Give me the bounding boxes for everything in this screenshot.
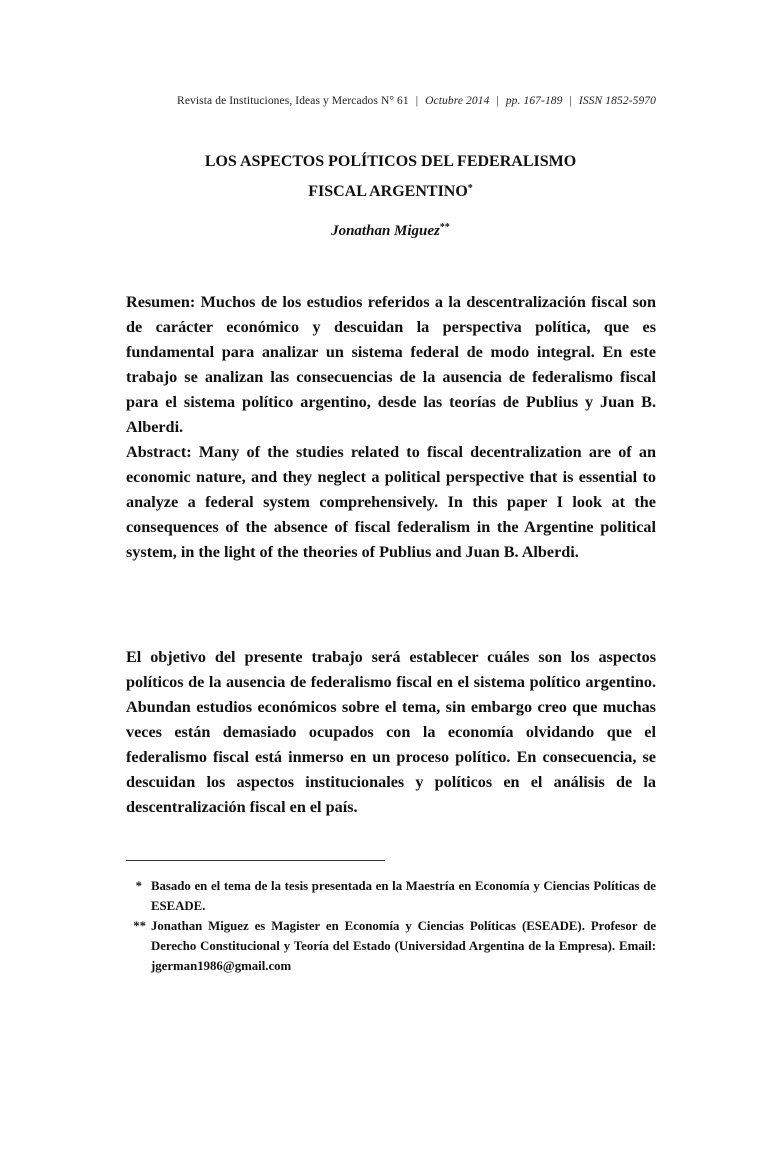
- body-paragraph: El objetivo del presente trabajo será establecer cuáles son los aspectos políticos de la ausencia de federalismo fiscal en el sistema político argentino. Abundan estudios económicos sobre el tema, sin embargo creo que muchas veces están demasiado ocupados con la economía olvidando que el federalismo fiscal está inmerso en un proceso político. En consecuencia, se descuidan los aspectos institucionales y políticos en el análisis de la descentralización fiscal en el país.: [126, 648, 656, 816]
- separator: |: [496, 95, 499, 107]
- page-range: pp. 167-189: [505, 95, 563, 107]
- footnote-mark: **: [133, 919, 146, 933]
- footnote-divider: [126, 860, 385, 861]
- abstract-text: Many of the studies related to fiscal decentralization are of an economic nature, and they neglect a political perspective that is essential to analyze a federal system comprehensively. In this paper I look at the consequences of the absence of fiscal federalism in the Argentine political system, in the light of the theories of Publius and Juan B. Alberdi.: [126, 443, 656, 561]
- footnote-item: [126, 876, 656, 916]
- separator: |: [415, 95, 419, 107]
- separator: |: [569, 95, 572, 107]
- abstract-label: Abstract:: [126, 443, 192, 461]
- resumen-text: Muchos de los estudios referidos a la descentralización fiscal son de carácter económico y descuidan la perspectiva política, que es fundamental para analizar un sistema federal de modo integral. En este trabajo se analizan las consecuencias de la ausencia de federalismo fiscal para el sistema político argentino, desde las teorías de Publius y Juan B. Alberdi.: [126, 293, 656, 436]
- footnote-text: Jonathan Miguez es Magister en Economía y Ciencias Políticas (ESEADE). Profesor de Derecho Constitucional y Teoría del Estado (Universidad Argentina de la Empresa). Email: jgerman1986@gmail.com: [151, 919, 656, 973]
- author-name: Jonathan Miguez: [331, 223, 440, 239]
- title-line-2: [0, 175, 781, 205]
- title-line-1: LOS ASPECTOS POLÍTICOS DEL FEDERALISMO: [204, 153, 577, 170]
- footnote-text: Basado en el tema de la tesis presentada en la Maestría en Economía y Ciencias Políticas de ESEADE.: [151, 879, 656, 913]
- journal-name: Revista de Instituciones, Ideas y Mercados N° 61: [177, 95, 409, 107]
- author-byline: [0, 222, 781, 240]
- article-title: [0, 148, 781, 205]
- abstract-paragraph: [126, 440, 656, 565]
- resumen-paragraph: [126, 290, 656, 440]
- footnote-item: [126, 916, 656, 976]
- running-head: [125, 95, 656, 107]
- title-line-2-text: FISCAL ARGENTINO: [308, 183, 468, 200]
- issue-date: Octubre 2014: [425, 95, 490, 107]
- title-footnote-mark[interactable]: *: [467, 183, 473, 194]
- author-footnote-mark[interactable]: **: [439, 222, 450, 233]
- footnotes: [126, 876, 656, 976]
- footnote-mark: *: [135, 879, 142, 893]
- issn: ISSN 1852-5970: [578, 95, 656, 107]
- resumen-label: Resumen:: [126, 293, 196, 311]
